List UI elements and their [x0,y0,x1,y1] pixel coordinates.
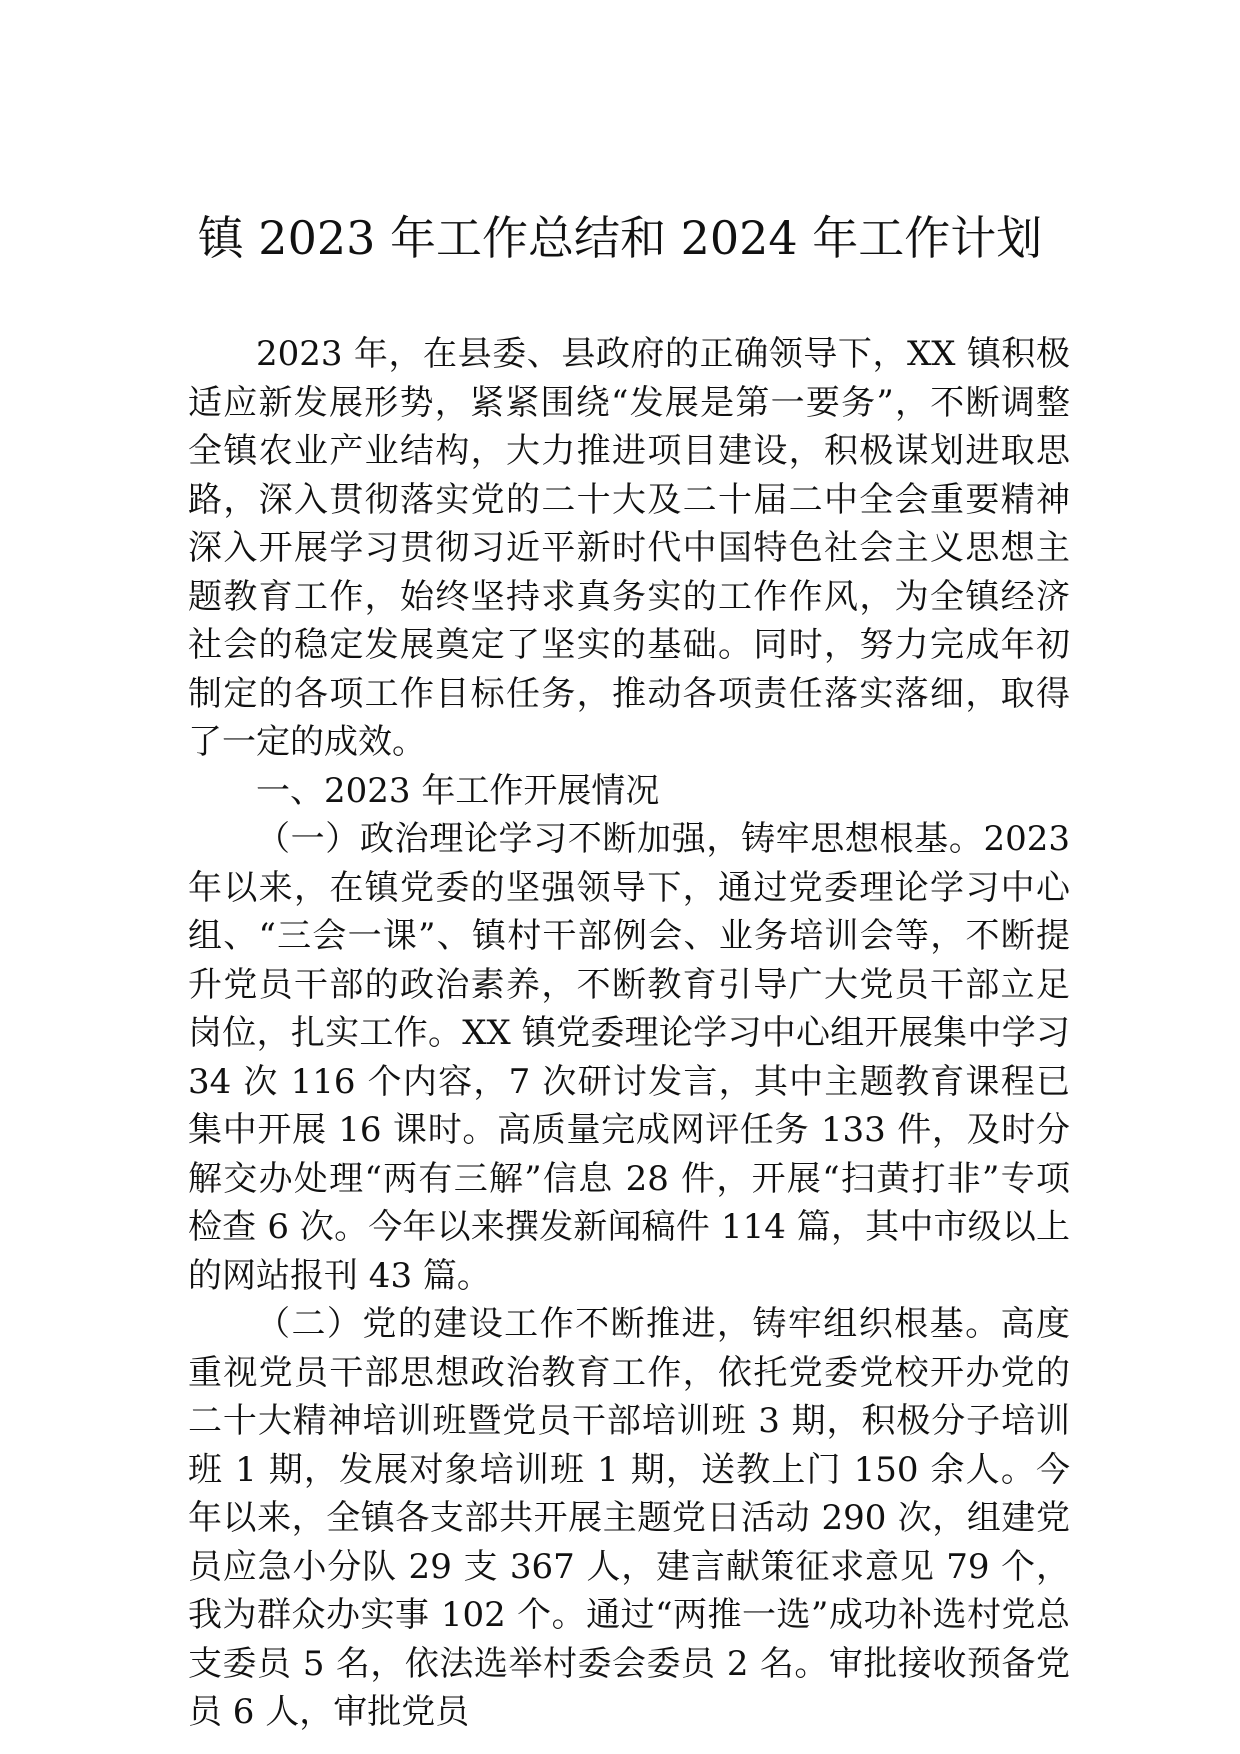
subsection-paragraph-1: （一）政治理论学习不断加强，铸牢思想根基。2023 年以来，在镇党委的坚强领导下，通过党委理论学习中心组、“三会一课”、镇村干部例会、业务培训会等，不断提升党员干部的政治素养，不断教育引导广大党员干部立足岗位，扎实工作。XX 镇党委理论学习中心组开展集中学习 34 次 116 个内容，7 次研讨发言，其中主题教育课程已集中开展 16 课时。高质量完成网评任务 133 件，及时分解交办处理“两有三解”信息 28 件，开展“扫黄打非”专项检查 6 次。今年以来撰发新闻稿件 114 篇，其中市级以上的网站报刊 43 篇。 [188,819,1070,1296]
intro-paragraph: 2023 年，在县委、县政府的正确领导下，XX 镇积极适应新发展形势，紧紧围绕“发展是第一要务”，不断调整全镇农业产业结构，大力推进项目建设，积极谋划进取思路，深入贯彻落实党的二十大及二十届二中全会重要精神深入开展学习贯彻习近平新时代中国特色社会主义思想主题教育工作，始终坚持求真务实的工作作风，为全镇经济社会的稳定发展奠定了坚实的基础。同时，努力完成年初制定的各项工作目标任务，推动各项责任落实落细，取得了一定的成效。 [188,334,1070,762]
document-title: 镇 2023 年工作总结和 2024 年工作计划 [197,211,1043,265]
document-body [188,330,1070,1737]
subsection-paragraph-2: （二）党的建设工作不断推进，铸牢组织根基。高度重视党员干部思想政治教育工作，依托党委党校开办党的二十大精神培训班暨党员干部培训班 3 期，积极分子培训班 1 期，发展对象培训班 1 期，送教上门 150 余人。今年以来，全镇各支部共开展主题党日活动 290 次，组建党员应急小分队 29 支 367 人，建言献策征求意见 79 个，我为群众办实事 102 个。通过“两推一选”成功补选村党总支委员 5 名，依法选举村委会委员 2 名。审批接收预备党员 6 人，审批党员 [188,1304,1070,1732]
section-heading-1: 一、2023 年工作开展情况 [256,770,660,811]
